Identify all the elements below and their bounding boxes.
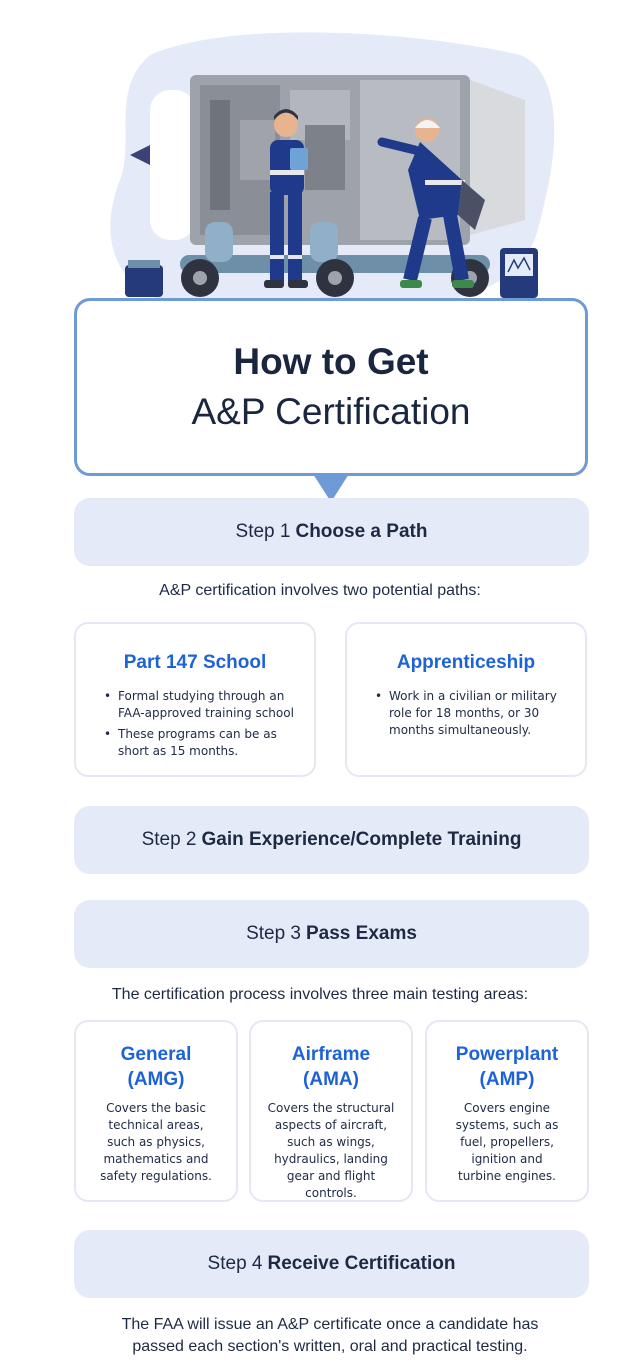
- step-1-banner: [74, 498, 589, 566]
- exam-description: Covers engine systems, such as fuel, propellers, ignition and turbine engines.: [455, 1101, 559, 1183]
- exam-title: General (AMG): [120, 1044, 192, 1090]
- closing-text: The FAA will issue an A&P certificate once a candidate has passed each section's written, oral and practical testing.: [121, 1316, 539, 1355]
- step-number: Step 4: [207, 1253, 263, 1274]
- aircraft-maintenance-illustration: [90, 30, 560, 320]
- path-card-apprenticeship: [345, 622, 587, 777]
- page-title: How to Get: [233, 341, 429, 382]
- exam-card-general: [74, 1020, 238, 1202]
- engine-intake-ring: [150, 90, 195, 240]
- paths-intro: A&P certification involves two potential paths:: [159, 582, 481, 599]
- page-subtitle: A&P Certification: [191, 391, 471, 432]
- path-title: Apprenticeship: [396, 652, 536, 673]
- step-title: Gain Experience/Complete Training: [201, 829, 522, 850]
- step-4-banner: [74, 1230, 589, 1298]
- path-bullets: [375, 688, 575, 743]
- step-number: Step 3: [246, 923, 301, 944]
- exam-description: Covers the basic technical areas, such as physics, mathematics and safety regulations.: [100, 1101, 212, 1183]
- step-title: Pass Exams: [306, 923, 417, 944]
- exam-card-powerplant: [425, 1020, 589, 1202]
- path-title: Part 147 School: [123, 652, 267, 673]
- bullet-item: • Formal studying through an FAA-approved training school: [104, 688, 304, 722]
- bullet-item: • Work in a civilian or military role for 18 months, or 30 months simultaneously.: [375, 688, 575, 739]
- step-number: Step 1: [235, 521, 291, 542]
- exam-title: Airframe (AMA): [291, 1044, 371, 1090]
- step-2-banner: [74, 806, 589, 874]
- title-card: [74, 298, 588, 476]
- exam-description: Covers the structural aspects of aircraft, such as wings, hydraulics, landing gear and flight controls.: [267, 1101, 395, 1200]
- step-title: Receive Certification: [267, 1253, 456, 1274]
- tool-bucket: [125, 265, 163, 297]
- path-bullets: [104, 688, 304, 764]
- exam-card-airframe: [249, 1020, 413, 1202]
- step-number: Step 2: [141, 829, 197, 850]
- exams-intro: The certification process involves three main testing areas:: [111, 986, 529, 1003]
- exam-title: Powerplant (AMP): [455, 1044, 559, 1090]
- path-card-part-147: [74, 622, 316, 777]
- step-title: Choose a Path: [295, 521, 428, 542]
- step-3-banner: [74, 900, 589, 968]
- bullet-item: • These programs can be as short as 15 months.: [104, 726, 304, 760]
